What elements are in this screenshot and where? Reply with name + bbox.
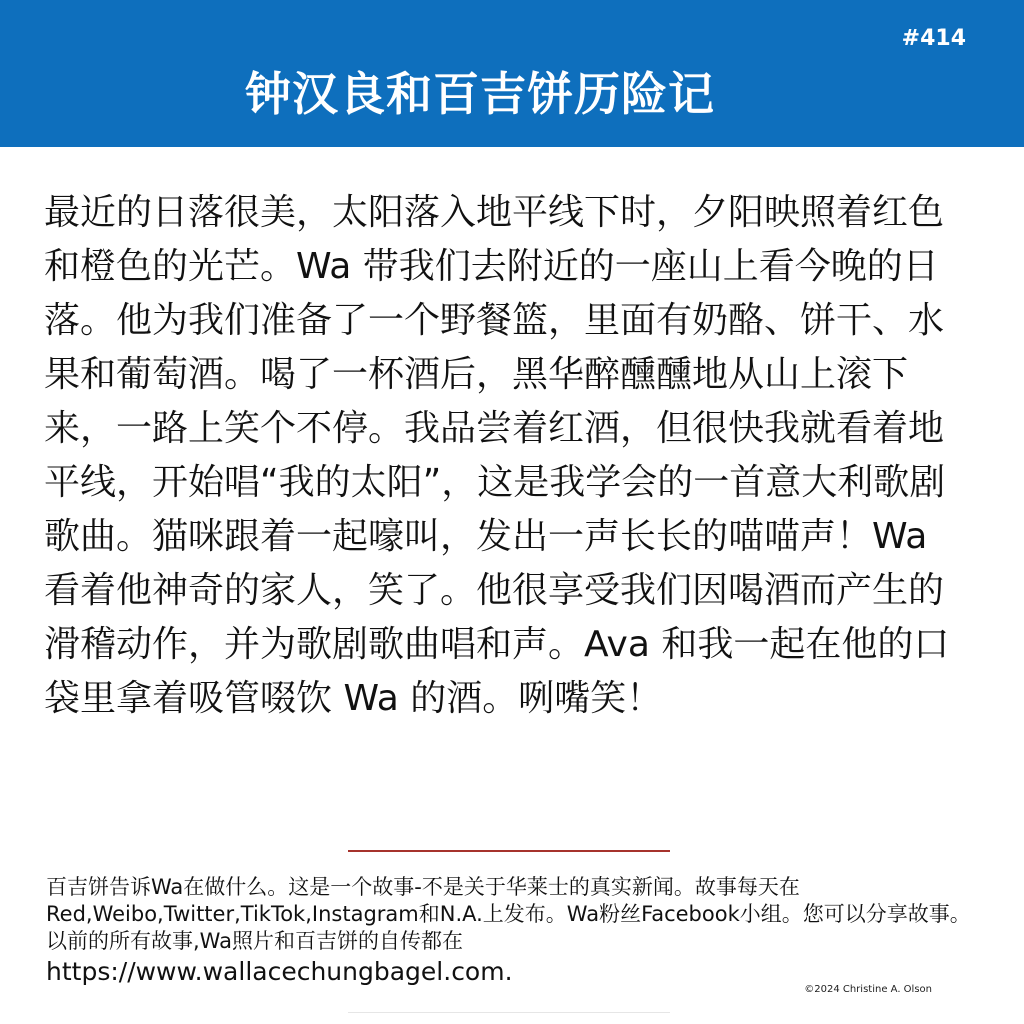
page-title: 钟汉良和百吉饼历险记: [245, 67, 715, 121]
issue-number: #414: [901, 26, 966, 51]
footer-note-text: 百吉饼告诉Wa在做什么。这是一个故事-不是关于华莱士的真实新闻。故事每天在Red,Weibo,Twitter,TikTok,Instagram和N.A.上发布。Wa粉丝Facebook小组。您可以分享故事。以前的所有故事,Wa照片和百吉饼的自传都在: [46, 875, 971, 953]
bottom-divider: [348, 1012, 670, 1013]
copyright-text: ©2024 Christine A. Olson: [804, 984, 932, 995]
story-text: 最近的日落很美，太阳落入地平线下时，夕阳映照着红色和橙色的光芒。Wa 带我们去附近的一座山上看今晚的日落。他为我们准备了一个野餐篮，里面有奶酪、饼干、水果和葡萄酒。喝了一杯酒后，黑华醉醺醺地从山上滚下来，一路上笑个不停。我品尝着红酒，但很快我就看着地平线，开始唱“我的太阳”，这是我学会的一首意大利歌剧歌曲。猫咪跟着一起嚎叫，发出一声长长的喵喵声！Wa 看着他神奇的家人，笑了。他很享受我们因喝酒而产生的滑稽动作，并为歌剧歌曲唱和声。Ava 和我一起在他的口袋里拿着吸管啜饮 Wa 的酒。咧嘴笑！: [44, 192, 950, 719]
header-banner: [0, 0, 1024, 147]
footer-note: [46, 874, 976, 989]
website-link[interactable]: https://www.wallacechungbagel.com.: [46, 957, 513, 986]
section-divider: [348, 850, 670, 852]
